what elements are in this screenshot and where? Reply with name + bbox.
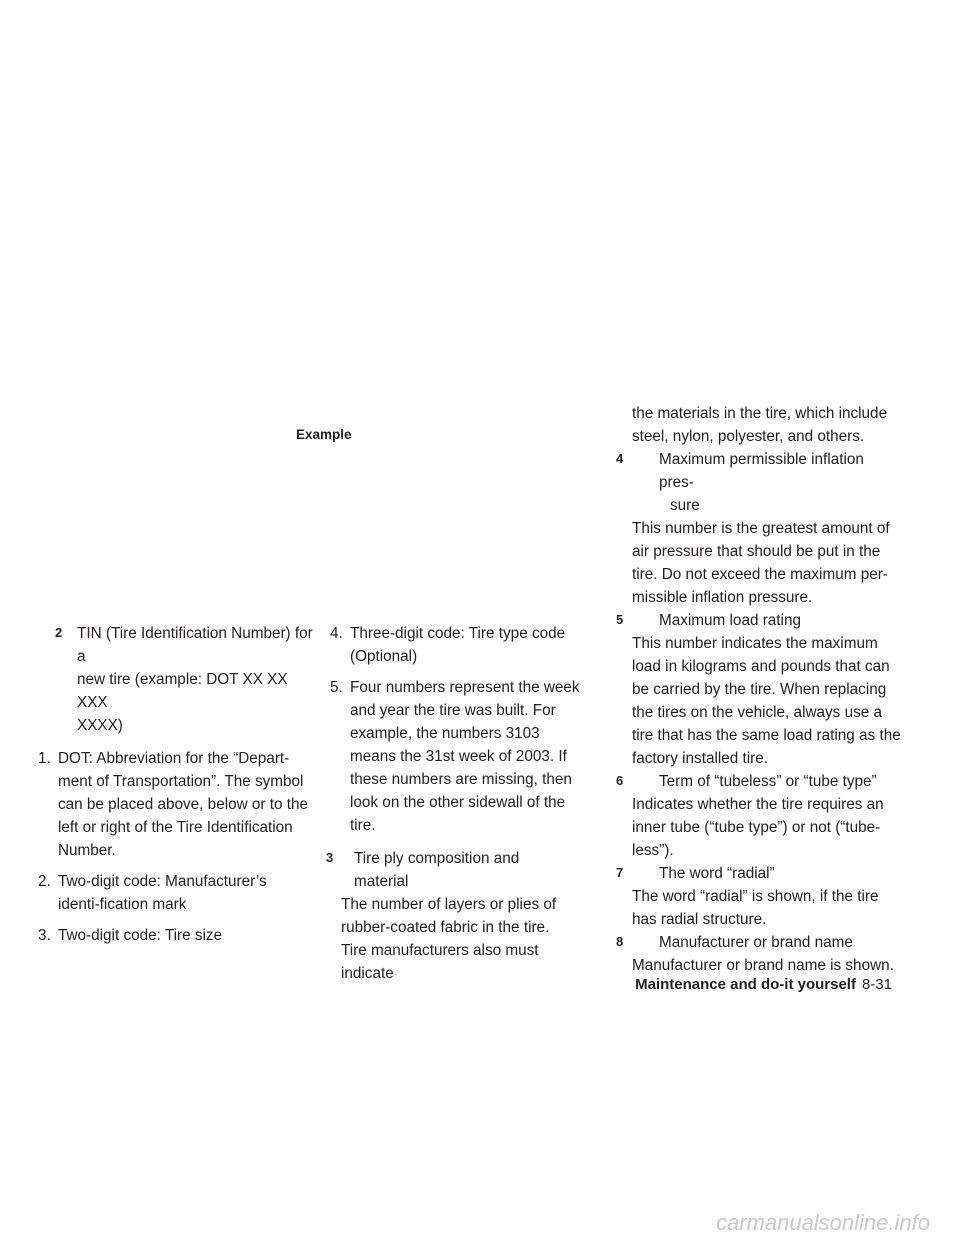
tin-heading-line-2: new tire (example: DOT XX XX XXX [77,671,288,711]
column-2 [326,622,580,985]
inflation-pressure-heading: 4 Maximum permissible inflation pres- sure [616,451,864,514]
radial-heading: 7 The word “radial” [616,865,775,882]
column-1 [38,622,313,955]
ply-text-line-3: Tire manufacturers also must indicate [341,942,539,982]
footer-section-title: Maintenance and do-it yourself [635,976,856,993]
page-number: 8-31 [861,976,892,993]
watermark: carmanualsonline.info [715,1210,930,1235]
ply-text-line-1: The number of layers or plies of [341,896,557,913]
load-rating-heading: 5 Maximum load rating [616,612,801,629]
callout-5-icon: 5 [616,612,624,627]
tube-type-heading: 6 Term of “tubeless” or “tube type” [616,773,877,790]
callout-7-icon: 7 [616,865,624,880]
list-item: 2. Two-digit code: Manufacturer’s identi-fication mark [38,873,267,913]
figure-label: Example [296,427,352,442]
tin-heading-line-3: XXXX) [77,717,123,734]
tube-type-body: Indicates whether the tire requires an inner tube (“tube type”) or not (“tube-less”). [632,796,884,859]
list-item: 5. Four numbers represent the week and year the tire was built. For example, the numbers 3103 means the 31st week of 2003. If these numbers are missing, then look on the other sidewall of the tire. [330,679,580,834]
callout-2-icon: 2 [55,625,63,640]
load-rating-body: This number indicates the maximum load in kilograms and pounds that can be carried by the tire. When replacing the tires on the vehicle, always use a tire that has the same load rating as the factory installed tire. [632,635,901,767]
inflation-pressure-body: This number is the greatest amount of air pressure that should be put in the tire. Do not exceed the maximum per-missible inflation pressure. [632,520,890,606]
continued-line-2: steel, nylon, polyester, and others. [632,428,865,445]
brand-name-body: Manufacturer or brand name is shown. [632,957,894,974]
ply-composition-title: Tire ply composition and material [354,850,520,890]
ply-composition-entry [326,847,576,893]
brand-name-heading: 8 Manufacturer or brand name [616,934,853,951]
page-footer [635,975,892,995]
column-3 [616,402,901,977]
ply-text-line-2: rubber-coated fabric in the tire. [341,919,550,936]
tin-heading-line-1: TIN (Tire Identification Number) for a [77,625,313,665]
callout-3-icon: 3 [326,850,334,865]
continued-line-1: the materials in the tire, which include [632,405,888,422]
tin-heading [55,622,313,737]
list-item: 3. Two-digit code: Tire size [38,927,223,944]
callout-8-icon: 8 [616,934,624,949]
list-item: 4. Three-digit code: Tire type code (Optional) [330,625,566,665]
list-item: 1. DOT: Abbreviation for the “Depart-ment of Transportation”. The symbol can be placed above, below or to the left or right of the Tire Identification Number. [38,750,309,859]
callout-6-icon: 6 [616,773,624,788]
radial-body: The word “radial” is shown, if the tire has radial structure. [632,888,879,928]
callout-4-icon: 4 [616,451,624,466]
